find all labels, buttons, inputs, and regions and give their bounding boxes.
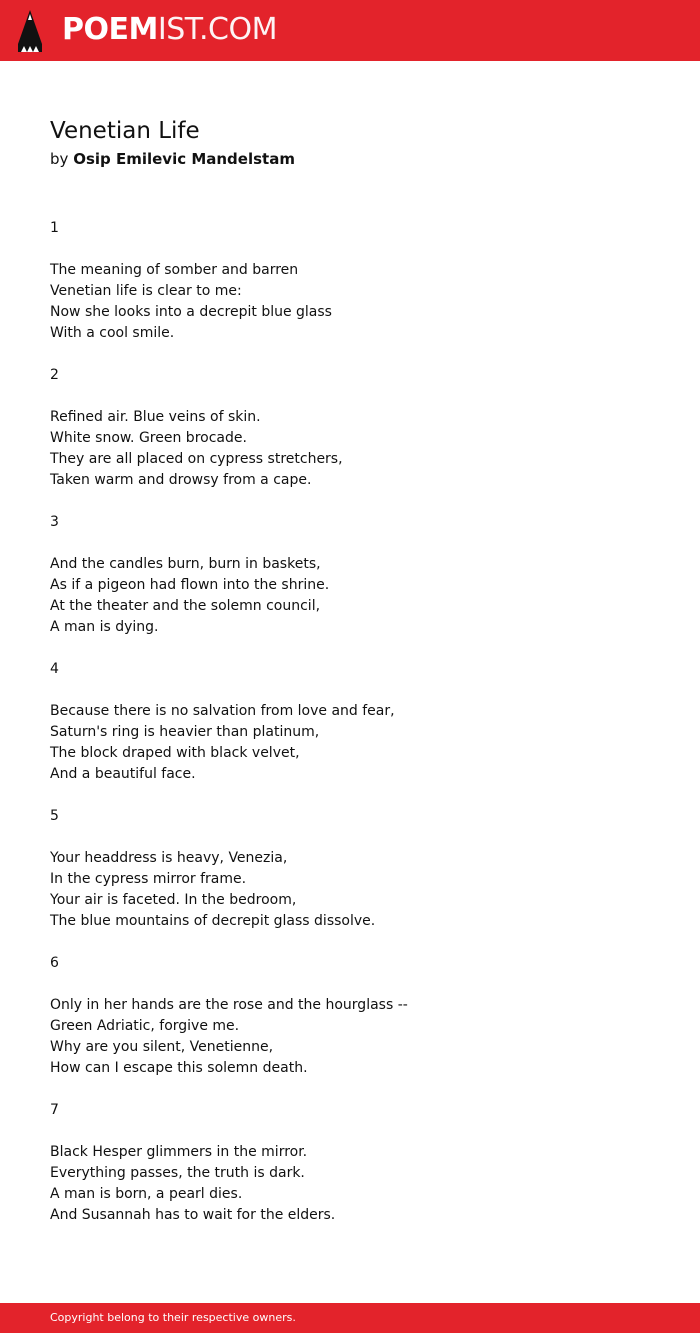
stanza-number: 2	[50, 367, 59, 383]
stanza	[50, 365, 650, 491]
poem-line: Your headdress is heavy, Venezia,	[50, 850, 288, 866]
logo-text-bold: POEM	[62, 12, 158, 47]
poem-author[interactable]: Osip Emilevic Mandelstam	[73, 150, 295, 168]
stanza-number: 4	[50, 661, 59, 677]
stanza	[50, 512, 650, 638]
poem-line: A man is dying.	[50, 619, 159, 635]
copyright-notice: Copyright belong to their respective owners.	[50, 1311, 296, 1324]
poem-line: Taken warm and drowsy from a cape.	[50, 472, 312, 488]
stanza	[50, 218, 650, 344]
poem-line: And a beautiful face.	[50, 766, 196, 782]
poem-line: Your air is faceted. In the bedroom,	[50, 892, 297, 908]
poem-line: As if a pigeon had flown into the shrine.	[50, 577, 330, 593]
stanza-number: 5	[50, 808, 59, 824]
poem-line: They are all placed on cypress stretchers,	[50, 451, 343, 467]
site-header	[0, 0, 700, 61]
site-footer	[0, 1303, 700, 1333]
poem-line: Because there is no salvation from love and fear,	[50, 703, 395, 719]
by-label: by	[50, 150, 69, 168]
poem-line: Venetian life is clear to me:	[50, 283, 242, 299]
poem-title: Venetian Life	[50, 118, 200, 144]
stanza	[50, 806, 650, 932]
pencil-logo-icon[interactable]	[18, 10, 42, 52]
stanza-number: 1	[50, 220, 59, 236]
stanza-number: 3	[50, 514, 59, 530]
poem-line: How can I escape this solemn death.	[50, 1060, 308, 1076]
poem-line: Black Hesper glimmers in the mirror.	[50, 1144, 308, 1160]
stanza-number: 7	[50, 1102, 59, 1118]
poem-line: And Susannah has to wait for the elders.	[50, 1207, 336, 1223]
stanza	[50, 1100, 650, 1226]
poem-line: In the cypress mirror frame.	[50, 871, 247, 887]
site-logo[interactable]	[62, 13, 277, 47]
poem-line: Saturn's ring is heavier than platinum,	[50, 724, 320, 740]
poem-line: And the candles burn, burn in baskets,	[50, 556, 321, 572]
poem-line: Now she looks into a decrepit blue glass	[50, 304, 332, 320]
stanza	[50, 659, 650, 785]
poem-line: At the theater and the solemn council,	[50, 598, 321, 614]
logo-text-light: IST.COM	[157, 12, 277, 47]
stanza	[50, 953, 650, 1079]
poem-line: Why are you silent, Venetienne,	[50, 1039, 274, 1055]
poem-body	[50, 218, 650, 1247]
poem-line: The block draped with black velvet,	[50, 745, 300, 761]
poem-byline	[50, 148, 295, 170]
poem-line: Only in her hands are the rose and the hourglass --	[50, 997, 408, 1013]
stanza-number: 6	[50, 955, 59, 971]
poem-line: With a cool smile.	[50, 325, 175, 341]
poem-line: The meaning of somber and barren	[50, 262, 299, 278]
poem-line: Green Adriatic, forgive me.	[50, 1018, 240, 1034]
poem-line: The blue mountains of decrepit glass dissolve.	[50, 913, 376, 929]
poem-line: White snow. Green brocade.	[50, 430, 247, 446]
poem-line: Everything passes, the truth is dark.	[50, 1165, 305, 1181]
poem-line: A man is born, a pearl dies.	[50, 1186, 243, 1202]
poem-line: Refined air. Blue veins of skin.	[50, 409, 261, 425]
